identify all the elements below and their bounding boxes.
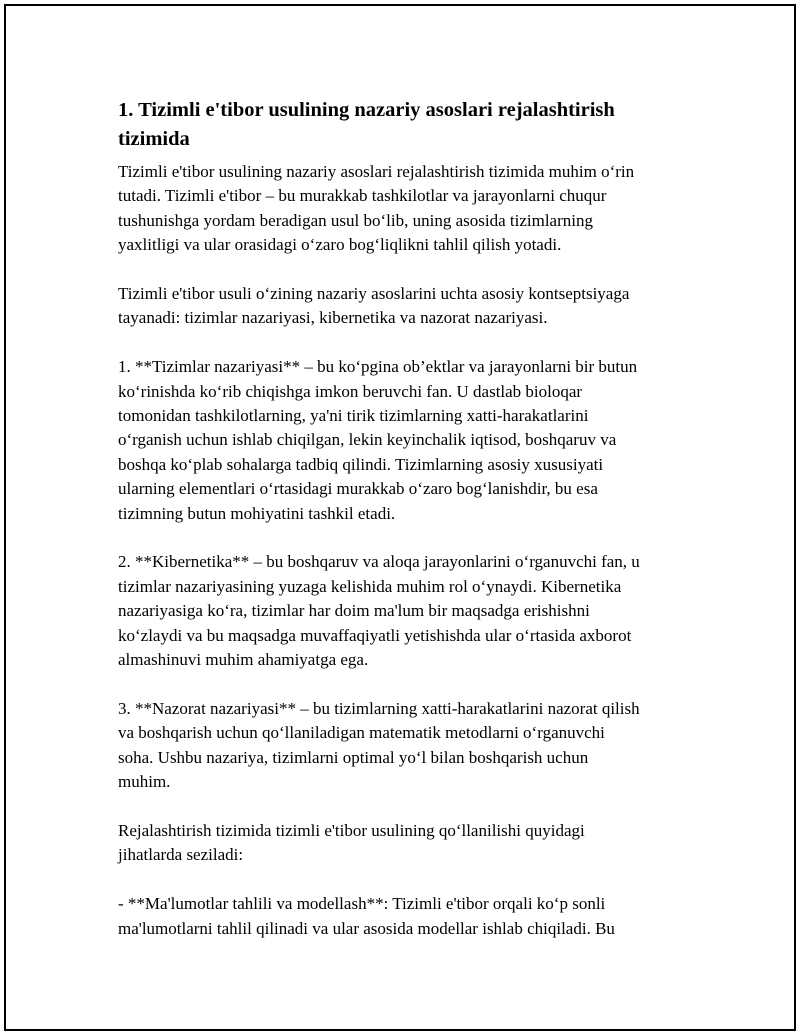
text-line: ko‘zlaydi va bu maqsadga muvaffaqiyatli yetishishda ular o‘rtasida axborot: [118, 625, 632, 645]
text-line: ma'lumotlarni tahlil qilinadi va ular asosida modellar ishlab chiqiladi. Bu: [118, 918, 615, 938]
text-line: ularning elementlari o‘rtasidagi murakkab o‘zaro bog‘lanishdir, bu esa: [118, 479, 598, 499]
text-line: 3. **Nazorat nazariyasi** – bu tizimlarning xatti-harakatlarini nazorat qilish: [118, 698, 640, 718]
text-line: ko‘rinishda ko‘rib chiqishga imkon beruvchi fan. U dastlab bioloqar: [118, 381, 583, 401]
title-line: tizimida: [118, 128, 190, 150]
text-line: o‘rganish uchun ishlab chiqilgan, lekin keyinchalik iqtisod, boshqaruv va: [118, 430, 617, 450]
text-line: muhim.: [118, 772, 171, 792]
text-line: tayanadi: tizimlar nazariyasi, kibernetika va nazorat nazariyasi.: [118, 308, 548, 328]
page-frame: [4, 4, 796, 1031]
text-line: - **Ma'lumotlar tahlili va modellash**: Tizimli e'tibor orqali ko‘p sonli: [118, 894, 606, 914]
paragraph-intro: [118, 160, 708, 258]
text-line: tushunishga yordam beradigan usul bo‘lib, uning asosida tizimlarning: [118, 210, 593, 230]
text-line: soha. Ushbu nazariya, tizimlarni optimal yo‘l bilan boshqarish uchun: [118, 747, 589, 767]
text-line: 1. **Tizimlar nazariyasi** – bu ko‘pgina ob’ektlar va jarayonlarni bir butun: [118, 357, 638, 377]
text-line: tizimlar nazariyasining yuzaga kelishida muhim rol o‘ynaydi. Kibernetika: [118, 576, 622, 596]
title-line: 1. Tizimli e'tibor usulining nazariy asoslari rejalashtirish: [118, 99, 615, 121]
text-line: almashinuvi muhim ahamiyatga ega.: [118, 650, 369, 670]
text-line: jihatlarda seziladi:: [118, 845, 244, 865]
text-line: va boshqarish uchun qo‘llaniladigan matematik metodlarni o‘rganuvchi: [118, 723, 605, 743]
text-line: tomonidan tashkilotlarning, ya'ni tirik tizimlarning xatti-harakatlarini: [118, 406, 589, 426]
text-line: tutadi. Tizimli e'tibor – bu murakkab tashkilotlar va jarayonlarni chuqur: [118, 186, 607, 206]
document-body: [118, 96, 708, 965]
text-line: tizimning butun mohiyatini tashkil etadi.: [118, 503, 396, 523]
text-line: 2. **Kibernetika** – bu boshqaruv va aloqa jarayonlarini o‘rganuvchi fan, u: [118, 552, 640, 572]
paragraph-cybernetics: [118, 550, 708, 672]
text-line: Rejalashtirish tizimida tizimli e'tibor usulining qo‘llanilishi quyidagi: [118, 820, 585, 840]
paragraph-systems-theory: [118, 355, 708, 526]
text-line: boshqa ko‘plab sohalarga tadbiq qilindi. Tizimlarning asosiy xususiyati: [118, 454, 604, 474]
text-line: Tizimli e'tibor usuli o‘zining nazariy asoslarini uchta asosiy kontseptsiyaga: [118, 284, 630, 304]
text-line: Tizimli e'tibor usulining nazariy asoslari rejalashtirish tizimida muhim o‘rin: [118, 162, 635, 181]
paragraph-control-theory: [118, 697, 708, 795]
paragraph-application: [118, 819, 708, 868]
document-title: [118, 96, 708, 154]
paragraph-concepts: [118, 282, 708, 331]
text-line: yaxlitligi va ular orasidagi o‘zaro bog‘liqlikni tahlil qilish yotadi.: [118, 235, 562, 255]
text-line: nazariyasiga ko‘ra, tizimlar har doim ma'lum bir maqsadga erishishni: [118, 601, 590, 621]
paragraph-data-analysis: [118, 892, 708, 941]
